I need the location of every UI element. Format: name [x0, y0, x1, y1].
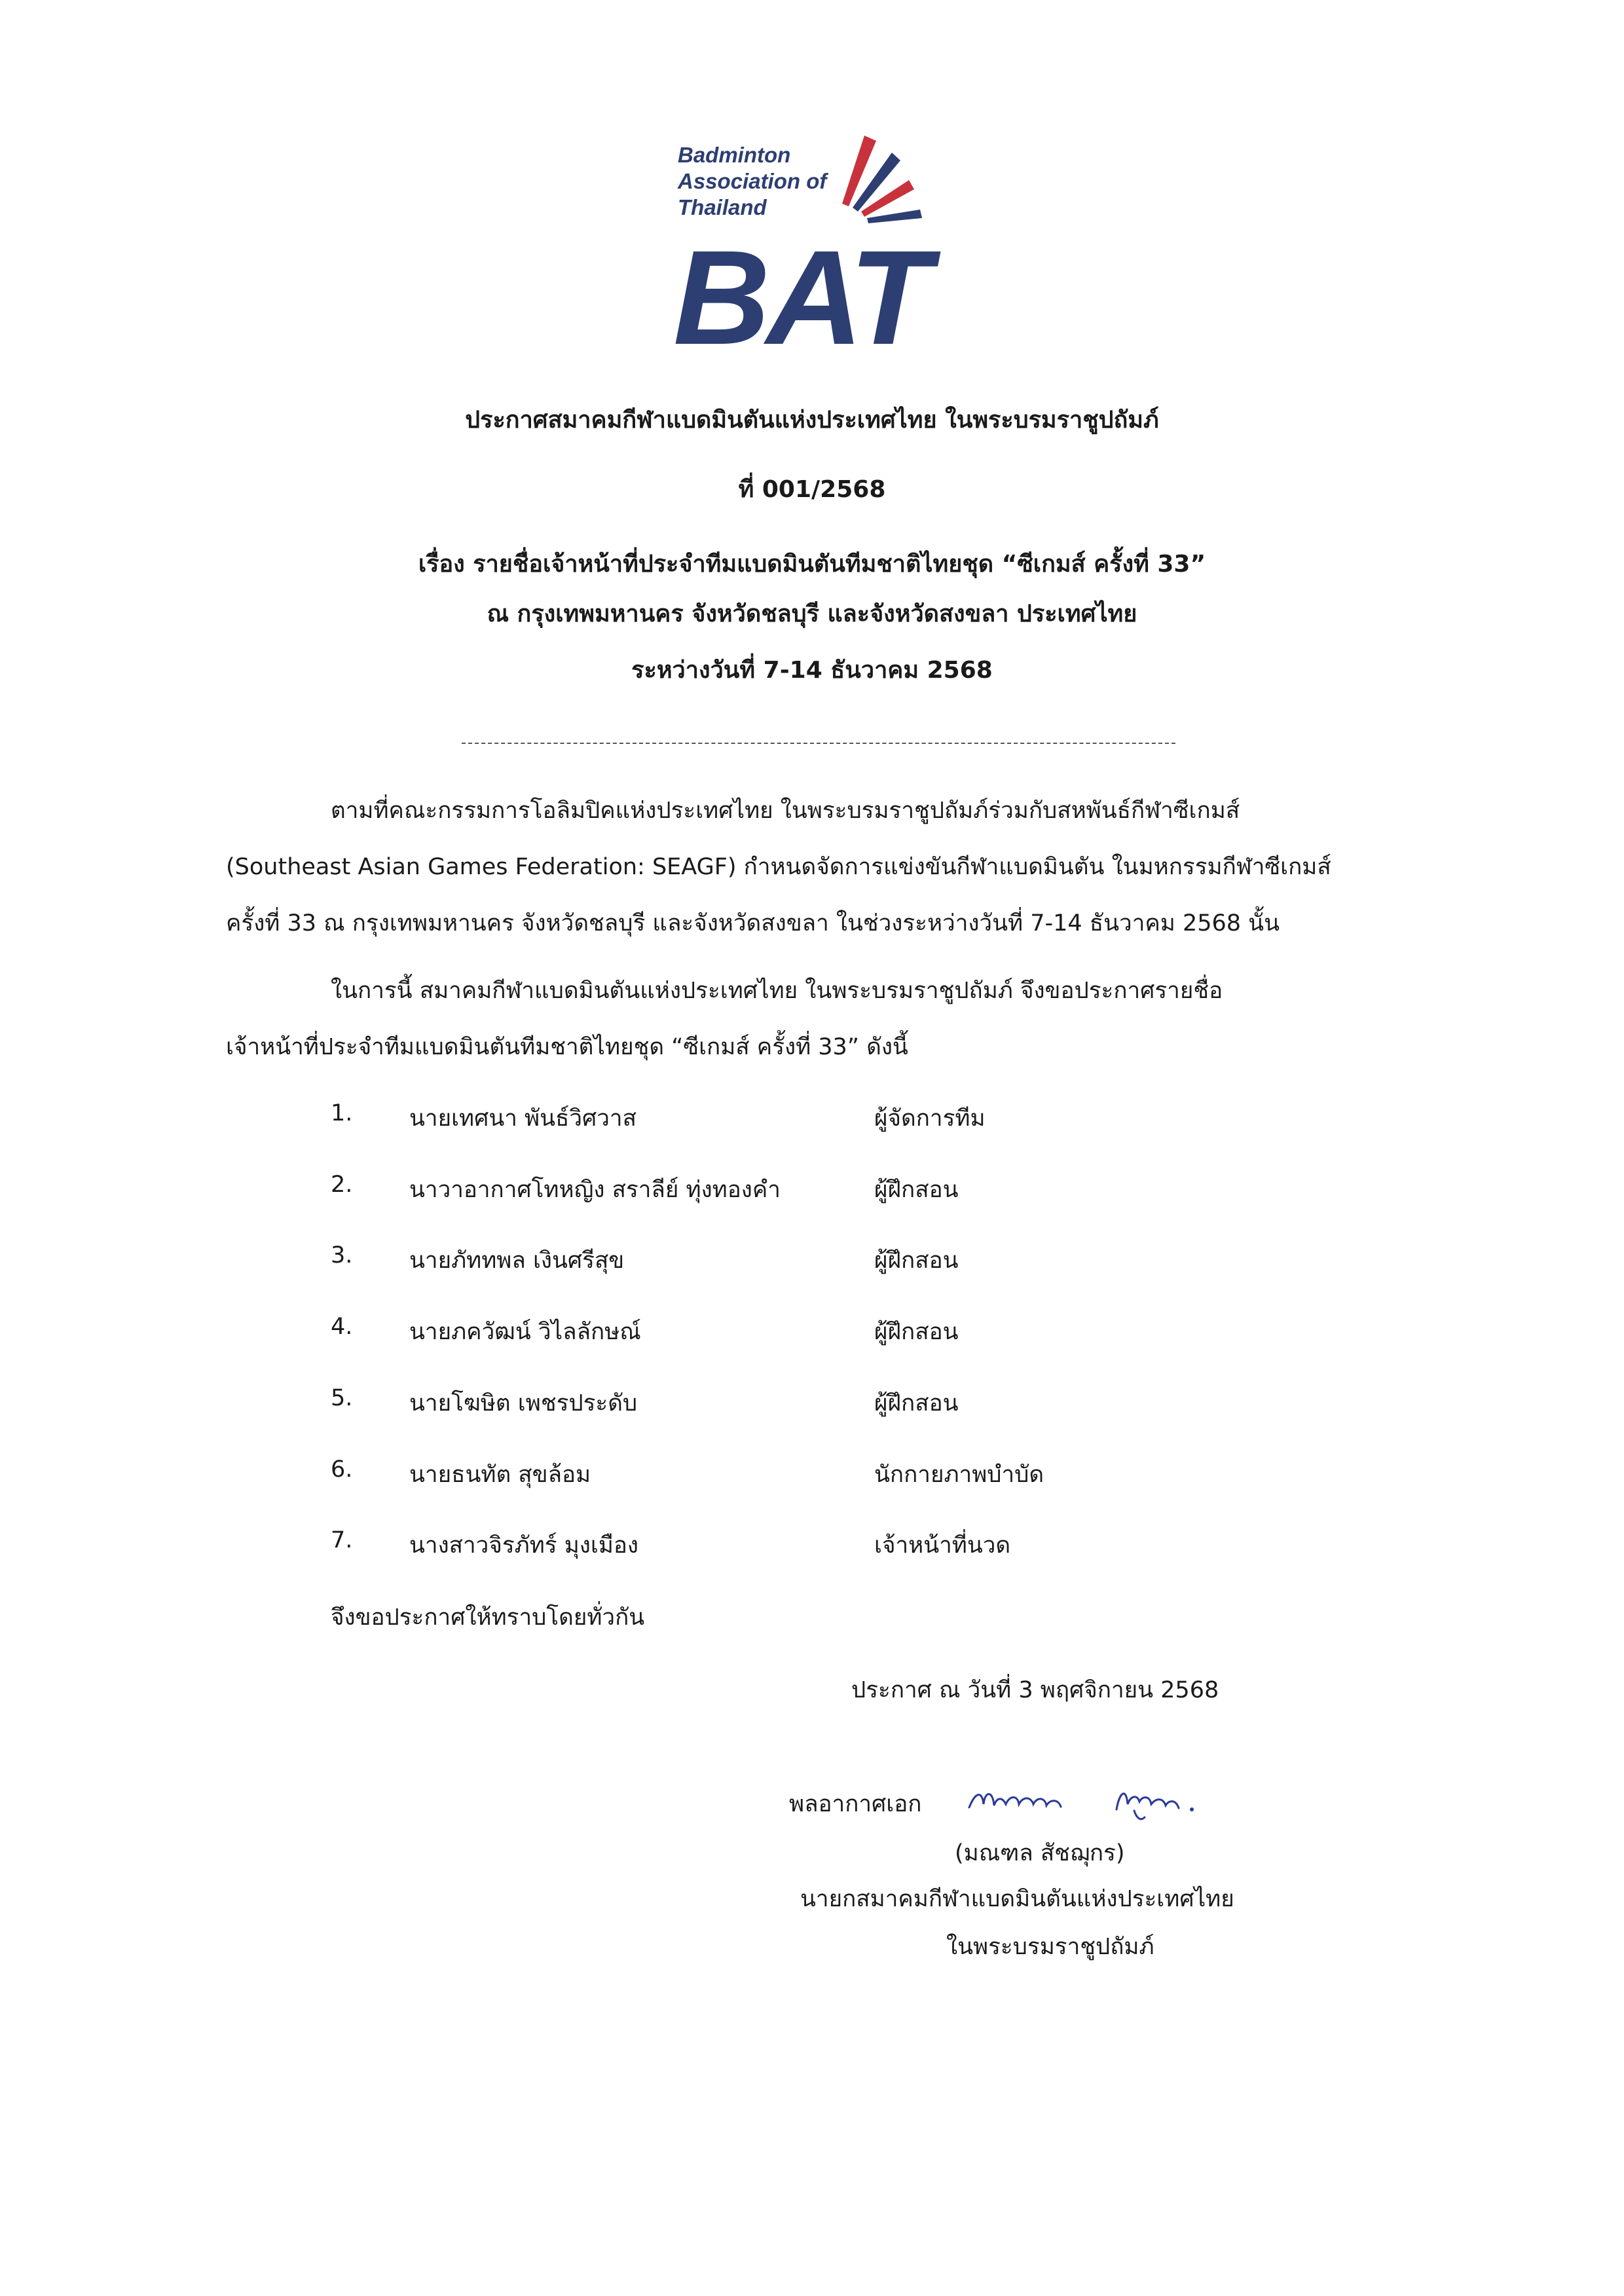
subject-line-2: ณ กรุงเทพมหานคร จังหวัดชลบุรี และจังหวัดสงขลา ประเทศไทย	[487, 601, 1137, 627]
paragraph-2-line-1: ในการนี้ สมาคมกีฬาแบดมินตันแห่งประเทศไทย ในพระบรมราชูปถัมภ์ จึงขอประกาศรายชื่อ	[331, 978, 1223, 1004]
staff-number: 3.	[331, 1242, 353, 1268]
svg-text:BAT: BAT	[673, 223, 928, 354]
staff-name: นาวาอากาศโทหญิง สราลีย์ ทุ่งทองคำ	[409, 1177, 781, 1203]
staff-name: นางสาวจิรภัทร์ มุงเมือง	[409, 1532, 639, 1559]
staff-row	[0, 1100, 1624, 1139]
staff-role: ผู้ฝึกสอน	[874, 1248, 959, 1274]
subject-line-3: ระหว่างวันที่ 7-14 ธันวาคม 2568	[631, 657, 993, 684]
paragraph-1-line-1: ตามที่คณะกรรมการโอลิมปิคแห่งประเทศไทย ในพระบรมราชูปถัมภ์ร่วมกับสหพันธ์กีฬาซีเกมส์	[331, 798, 1240, 824]
paragraph-1-line-2: (Southeast Asian Games Federation: SEAGF) กำหนดจัดการแข่งขันกีฬาแบดมินตัน ในมหกรรมกีฬาซีเกมส์	[226, 854, 1331, 880]
staff-number: 6.	[331, 1456, 353, 1483]
staff-number: 2.	[331, 1172, 353, 1198]
staff-row	[0, 1172, 1624, 1211]
staff-number: 5.	[331, 1385, 353, 1411]
closing-text: จึงขอประกาศให้ทราบโดยทั่วกัน	[331, 1604, 645, 1631]
subject-line-1: เรื่อง รายชื่อเจ้าหน้าที่ประจำทีมแบดมินตันทีมชาติไทยชุด “ซีเกมส์ ครั้งที่ 33”	[418, 551, 1206, 578]
divider	[462, 743, 1175, 744]
staff-role: ผู้ฝึกสอน	[874, 1319, 959, 1345]
handwritten-signature	[963, 1771, 1238, 1830]
staff-name: นายโฆษิต เพชรประดับ	[409, 1390, 638, 1416]
staff-role: นักกายภาพบำบัด	[874, 1462, 1044, 1488]
staff-role: ผู้ฝึกสอน	[874, 1390, 959, 1416]
logo-line-3: Thailand	[678, 195, 767, 219]
staff-row	[0, 1385, 1624, 1424]
staff-row	[0, 1242, 1624, 1282]
staff-row	[0, 1456, 1624, 1496]
staff-number: 1.	[331, 1100, 353, 1126]
paragraph-2-line-2: เจ้าหน้าที่ประจำทีมแบดมินตันทีมชาติไทยชุด “ซีเกมส์ ครั้งที่ 33” ดังนี้	[226, 1034, 908, 1060]
staff-number: 4.	[331, 1314, 353, 1340]
logo-caption	[678, 142, 826, 221]
signatory-position-line-2: ในพระบรมราชูปถัมภ์	[946, 1934, 1154, 1960]
staff-name: นายภควัฒน์ วิไลลักษณ์	[409, 1319, 641, 1345]
staff-row	[0, 1314, 1624, 1353]
bat-logo	[668, 128, 976, 354]
signatory-position-line-1: นายกสมาคมกีฬาแบดมินตันแห่งประเทศไทย	[800, 1886, 1234, 1912]
staff-role: ผู้จัดการทีม	[874, 1105, 986, 1132]
staff-role: เจ้าหน้าที่นวด	[874, 1532, 1011, 1559]
announcement-date: ประกาศ ณ วันที่ 3 พฤศจิกายน 2568	[851, 1677, 1219, 1703]
staff-name: นายภัททพล เงินศรีสุข	[409, 1248, 625, 1274]
logo-line-2: Association of	[678, 169, 827, 193]
staff-name: นายเทศนา พันธ์วิศวาส	[409, 1105, 637, 1132]
staff-number: 7.	[331, 1527, 353, 1553]
logo-line-1: Badminton	[678, 143, 791, 167]
paragraph-1-line-3: ครั้งที่ 33 ณ กรุงเทพมหานคร จังหวัดชลบุรี และจังหวัดสงขลา ในช่วงระหว่างวันที่ 7-14 ธันวาคม 2568 นั้น	[226, 910, 1280, 936]
announcement-number: ที่ 001/2568	[738, 476, 886, 503]
staff-row	[0, 1527, 1624, 1566]
staff-name: นายธนทัต สุขล้อม	[409, 1462, 591, 1488]
staff-role: ผู้ฝึกสอน	[874, 1177, 959, 1203]
announcement-title: ประกาศสมาคมกีฬาแบดมินตันแห่งประเทศไทย ในพระบรมราชูปถัมภ์	[465, 407, 1159, 434]
signatory-name: (มณฑล สัชฌุกร)	[955, 1840, 1125, 1866]
signatory-rank: พลอากาศเอก	[789, 1791, 922, 1817]
